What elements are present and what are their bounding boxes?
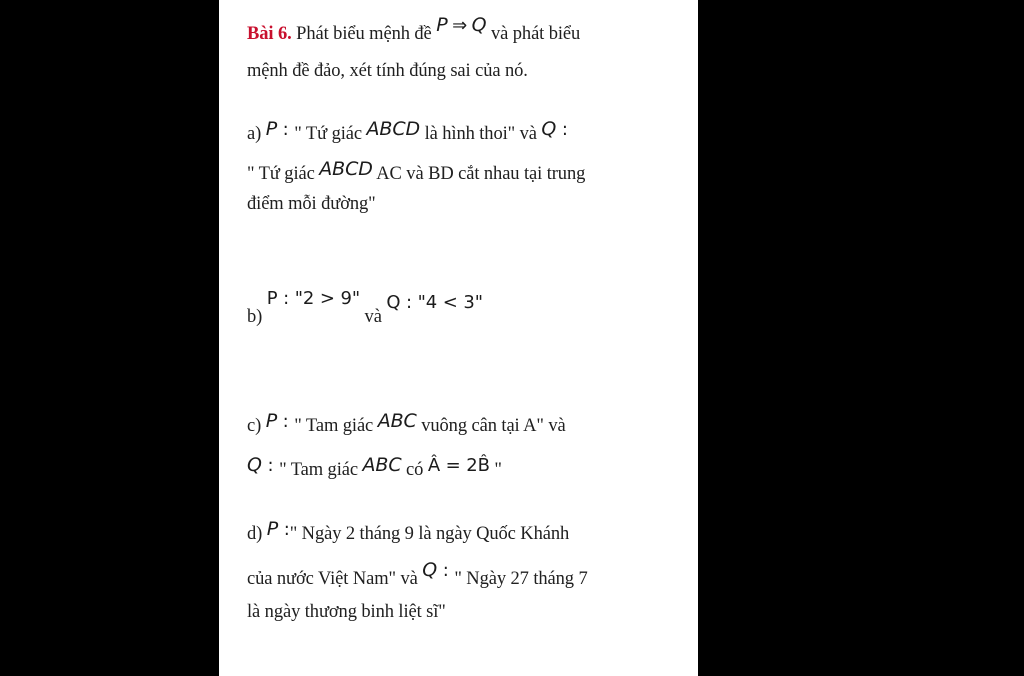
colon: : — [277, 119, 295, 140]
item-b-line — [247, 288, 483, 328]
text: " Tam giác — [279, 460, 363, 480]
math-abc: ABC — [362, 454, 402, 476]
item-d-p: P — [266, 518, 279, 540]
problem-intro-after: và phát biểu — [490, 24, 581, 44]
item-a-line-3: điểm mỗi đường" — [247, 194, 376, 214]
symbol-p: P — [436, 14, 448, 36]
text: AC và BD cắt nhau tại trung — [372, 164, 586, 184]
problem-heading-line-2: mệnh đề đảo, xét tính đúng sai của nó. — [247, 61, 528, 81]
item-b-label: b) — [247, 307, 263, 327]
colon: : — [437, 560, 455, 581]
item-d-line-1 — [247, 518, 570, 545]
problem-intro: Phát biểu mệnh đề — [296, 24, 432, 44]
angle-equation: Â = 2B̂ — [427, 455, 490, 476]
item-c-line-2 — [247, 454, 502, 481]
item-a-line-2 — [247, 158, 586, 185]
item-d-line-3: là ngày thương binh liệt sĩ" — [247, 602, 446, 622]
document-page — [219, 0, 698, 676]
item-a-label: a) — [247, 124, 262, 144]
item-c-label: c) — [247, 416, 262, 436]
text: " — [489, 460, 502, 480]
math-abcd: ABCD — [366, 118, 421, 140]
colon: : — [278, 519, 290, 540]
item-a-q: Q — [541, 118, 557, 140]
math-abc: ABC — [377, 410, 417, 432]
math-abcd: ABCD — [319, 158, 373, 180]
colon: : — [277, 411, 295, 432]
symbol-q: Q — [471, 14, 487, 36]
item-d-q: Q — [422, 559, 438, 581]
text: có — [401, 460, 428, 480]
text: " Ngày 27 tháng 7 — [454, 569, 588, 589]
item-b-conj: và — [364, 307, 382, 327]
text: của nước Việt Nam" và — [247, 569, 423, 589]
text: " Tam giác — [294, 416, 378, 436]
item-d-line-2 — [247, 559, 588, 590]
item-b-p-expr: P : "2 > 9" — [266, 288, 361, 309]
item-d-label: d) — [247, 524, 263, 544]
colon: : — [556, 119, 568, 140]
item-c-line-1 — [247, 410, 566, 437]
problem-heading-line-1 — [247, 14, 581, 45]
item-a-line-1 — [247, 118, 568, 145]
item-b-q-expr: Q : "4 < 3" — [386, 292, 483, 313]
text: " Tứ giác — [294, 124, 367, 144]
text: " Ngày 2 tháng 9 là ngày Quốc Khánh — [289, 524, 570, 544]
text: là hình thoi" và — [420, 124, 542, 144]
text: " Tứ giác — [247, 164, 320, 184]
symbol-implies: ⇒ — [452, 15, 468, 36]
item-c-q: Q — [247, 454, 262, 476]
item-a-p: P — [265, 118, 278, 140]
colon: : — [261, 455, 280, 476]
problem-number: Bài 6. — [247, 24, 292, 44]
text: vuông cân tại A" và — [416, 416, 566, 436]
item-c-p: P — [265, 410, 278, 432]
